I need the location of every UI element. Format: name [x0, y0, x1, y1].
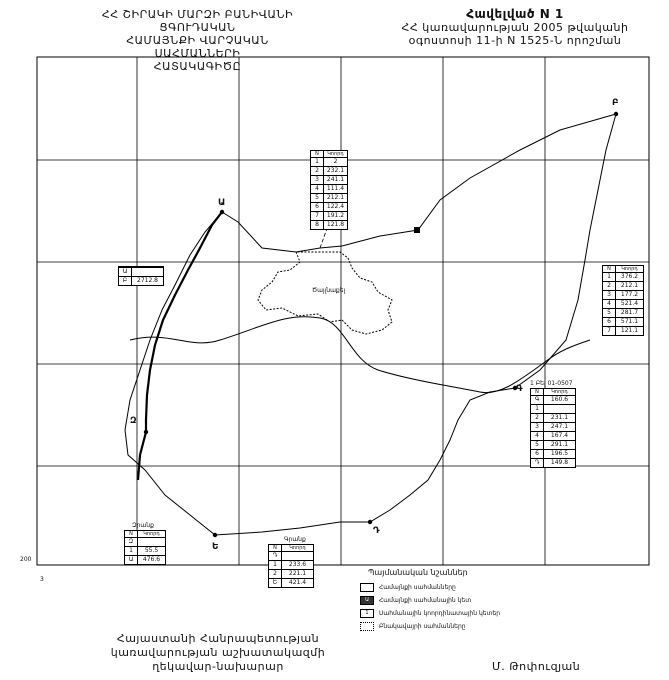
side-label-2: 3: [40, 576, 44, 583]
map-legend: [360, 568, 640, 635]
vertex-label-d: Դ: [373, 526, 380, 536]
coord-table-east: N Կոորդ 1 376.2 2 212.1 3 177.2 4 521.4 5 281.7 6 571.1 7 121.1: [602, 265, 644, 336]
coordinate-grid: [37, 57, 649, 565]
legend-label: Համայնքի սահմանները: [379, 584, 456, 591]
legend-swatch: [360, 583, 374, 592]
river-line: [130, 317, 590, 393]
vertex-markers: [144, 112, 618, 537]
coord-table-southwest-title: Զրանք: [132, 522, 154, 529]
legend-label: Համայնքի սահմանային կետ: [379, 597, 472, 604]
settlement-label: Ծայլնաքել: [312, 287, 346, 294]
thick-boundary-segment: [138, 212, 222, 480]
appendix-line-2: ՀՀ կառավարության 2005 թվականի: [401, 21, 629, 34]
legend-label: Սահմանային կոորդինատային կետեր: [379, 610, 500, 617]
legend-swatch: 1: [360, 609, 374, 618]
map-title-line-3: ՀԱՏԱԿԱԳԻԾԸ: [153, 60, 242, 73]
coord-table-southeast-title: 1 Բել 01-0507: [530, 380, 573, 387]
vertex-label-b: Բ: [612, 98, 619, 108]
legend-swatch: Ա: [360, 596, 374, 605]
signatory-position: [108, 632, 328, 674]
appendix-line-1: Հավելված N 1: [466, 7, 564, 21]
coord-table-west: Ա Բ 2712.8: [118, 266, 164, 286]
vertex-label-g: Գ: [516, 384, 523, 394]
coord-table-southwest: N Կոորդ Զ 1 55.5 Ա 476.6: [124, 530, 166, 565]
map-title-line-2: ՀԱՄԱՅՆՔԻ ՎԱՐՉԱԿԱՆ ՍԱՀՄԱՆՆԵՐԻ: [126, 34, 269, 60]
side-label-1: 200: [20, 556, 32, 563]
signatory-name: Մ. Թոփուզյան: [492, 660, 581, 673]
coord-table-north: N Կոորդ 1 2 2 232.1 3 241.1 4 111.4 5 212.1 6 122.4 7 191.2 8 121.8: [310, 150, 348, 230]
legend-item: [360, 596, 640, 605]
appendix-line-3: օգոստոսի 11-ի N 1525-Ն որոշման: [408, 34, 622, 47]
signatory-line-2: կառավարության աշխատակազմի: [110, 646, 326, 659]
coord-table-southeast: N Կոորդ Գ 160.6 1 2 231.1 3 247.1 4 167.4 5 291.1 6 196.5 Դ 149.8: [530, 388, 576, 468]
community-boundary: [125, 114, 616, 535]
legend-item: [360, 622, 640, 631]
vertex-label-e: Ե: [212, 542, 219, 552]
legend-item: [360, 583, 640, 592]
coord-table-south: N Կոորդ Դ 1 233.6 2 221.1 Ե 421.4: [268, 544, 314, 588]
map-frame: [37, 57, 649, 565]
signatory-line-3: ղեկավար-նախարար: [152, 660, 284, 673]
legend-title: Պայմանական նշաններ: [368, 568, 468, 577]
legend-label: Բնակավայրի սահմանները: [379, 623, 466, 630]
legend-swatch: [360, 622, 374, 631]
vertex-label-a: Ա: [218, 198, 226, 208]
coord-table-south-title: Գրանք: [284, 536, 306, 543]
signatory-line-1: Հայաստանի Հանրապետության: [116, 632, 320, 645]
map-title-line-1: ՀՀ ՇԻՐԱԿԻ ՄԱՐԶԻ ԲԱՆԻՎԱՆԻ ՑԳՈՒԴԱԿԱՆ: [101, 8, 294, 34]
vertex-label-z: Զ: [130, 416, 137, 426]
legend-item: [360, 609, 640, 618]
